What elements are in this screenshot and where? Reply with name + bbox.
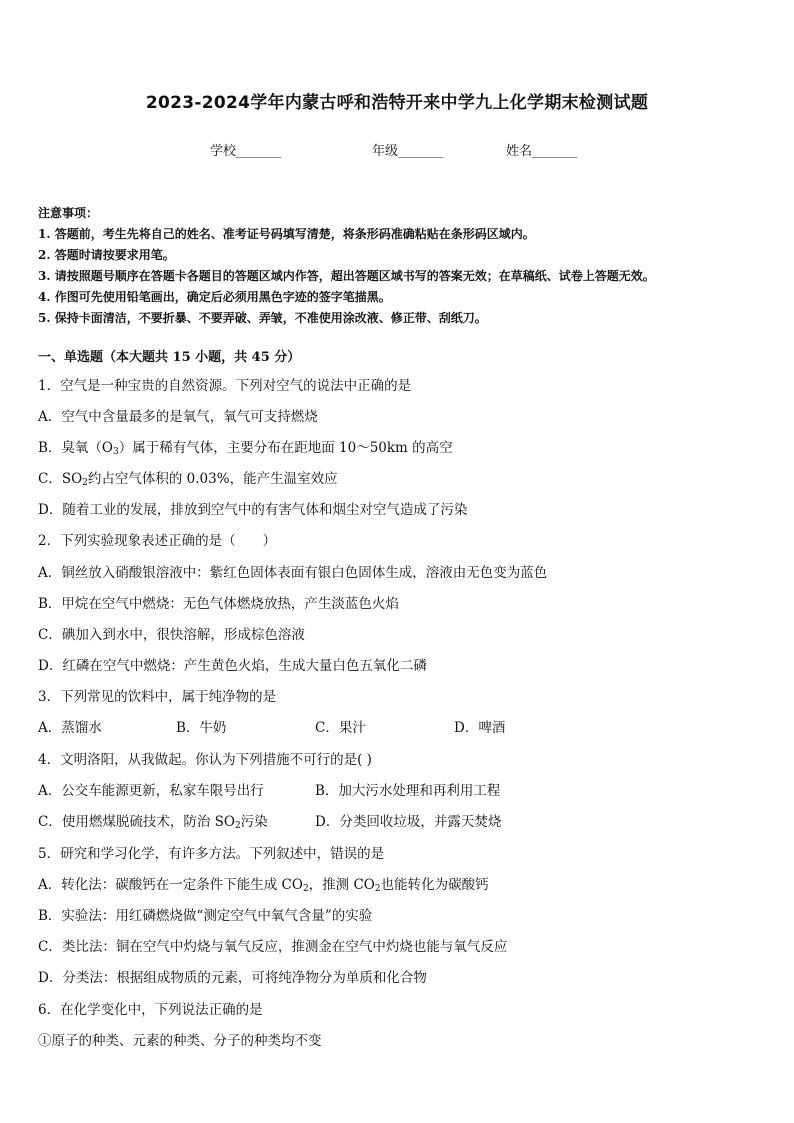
school-field[interactable]: 学校_______ [210, 144, 282, 159]
question-1-option-b: B．臭氧$(O_3)$属于稀有气体，主要分布在距地面 10～50km 的高空 [38, 440, 453, 457]
question-3-option-a: A．蒸馏水 [38, 720, 102, 736]
question-1-option-d: D．随着工业的发展，排放到空气中的有害气体和烟尘对空气造成了污染 [38, 502, 468, 518]
notice-heading: 注意事项： [38, 206, 99, 220]
question-2-stem: 2．下列实验现象表述正确的是（ ） [38, 533, 277, 549]
notice-block [38, 203, 655, 329]
question-3-option-b: B．牛奶 [176, 720, 227, 736]
notice-item: 2. 答题时请按要求用笔。 [38, 248, 175, 262]
question-1-stem: 1．空气是一种宝贵的自然资源。下列对空气的说法中正确的是 [38, 378, 412, 394]
question-4-option-c: C．使用燃煤脱硫技术，防治 $SO_2$污染 [38, 814, 268, 831]
question-2-option-b: B．甲烷在空气中燃烧：无色气体燃烧放热，产生淡蓝色火焰 [38, 596, 399, 612]
grade-field[interactable]: 年级_______ [372, 144, 444, 159]
section-heading: 一、单选题（本大题共 15 小题，共 45 分） [38, 350, 301, 365]
notice-item: 3. 请按照题号顺序在答题卡各题目的答题区域内作答，超出答题区域书写的答案无效；在草稿纸、试卷上答题无效。 [38, 269, 655, 283]
notice-item: 4. 作图可先使用铅笔画出，确定后必须用黑色字迹的签字笔描黑。 [38, 290, 391, 304]
question-5-option-d: D．分类法：根据组成物质的元素，可将纯净物分为单质和化合物 [38, 970, 427, 986]
question-5-option-b: B．实验法：用红磷燃烧做“测定空气中氧气含量”的实验 [38, 908, 373, 924]
question-6-stem: 6．在化学变化中，下列说法正确的是 [38, 1002, 263, 1018]
question-4-stem: 4．文明洛阳，从我做起。你认为下列措施不可行的是( ) [38, 752, 372, 768]
question-4-option-d: D．分类回收垃圾，并露天焚烧 [315, 814, 502, 830]
question-5-stem: 5．研究和学习化学，有许多方法。下列叙述中，错误的是 [38, 846, 385, 862]
exam-title: 2023-2024学年内蒙古呼和浩特开来中学九上化学期末检测试题 [145, 93, 649, 113]
question-3-option-d: D．啤酒 [454, 720, 506, 736]
question-3-stem: 3．下列常见的饮料中，属于纯净物的是 [38, 689, 277, 705]
question-3-option-c: C．果汁 [315, 720, 366, 736]
question-2-option-a: A．铜丝放入硝酸银溶液中：紫红色固体表面有银白色固体生成，溶液由无色变为蓝色 [38, 565, 548, 581]
question-5-option-c: C．类比法：铜在空气中灼烧与氧气反应，推测金在空气中灼烧也能与氧气反应 [38, 939, 508, 955]
question-2-option-c: C．碘加入到水中，很快溶解，形成棕色溶液 [38, 627, 305, 643]
question-4-option-a: A．公交车能源更新，私家车限号出行 [38, 783, 264, 799]
question-1-option-a: A．空气中含量最多的是氧气，氧气可支持燃烧 [38, 409, 318, 425]
name-field[interactable]: 姓名_______ [506, 144, 578, 159]
question-1-option-c: C．$SO_2$约占空气体积的 0.03%，能产生温室效应 [38, 471, 338, 488]
question-5-option-a: A．转化法：碳酸钙在一定条件下能生成 $CO_2$，推测 $CO_2$也能转化为碳酸钙 [38, 877, 489, 894]
notice-item: 5. 保持卡面清洁，不要折暴、不要弄破、弄皱，不准使用涂改液、修正带、刮纸刀。 [38, 311, 487, 325]
notice-item: 1. 答题前，考生先将自己的姓名、准考证号码填写清楚，将条形码准确粘贴在条形码区域内。 [38, 227, 535, 241]
question-4-option-b: B．加大污水处理和再利用工程 [315, 783, 501, 799]
question-6-item-1: ①原子的种类、元素的种类、分子的种类均不变 [38, 1033, 322, 1049]
question-2-option-d: D．红磷在空气中燃烧：产生黄色火焰，生成大量白色五氧化二磷 [38, 658, 427, 674]
